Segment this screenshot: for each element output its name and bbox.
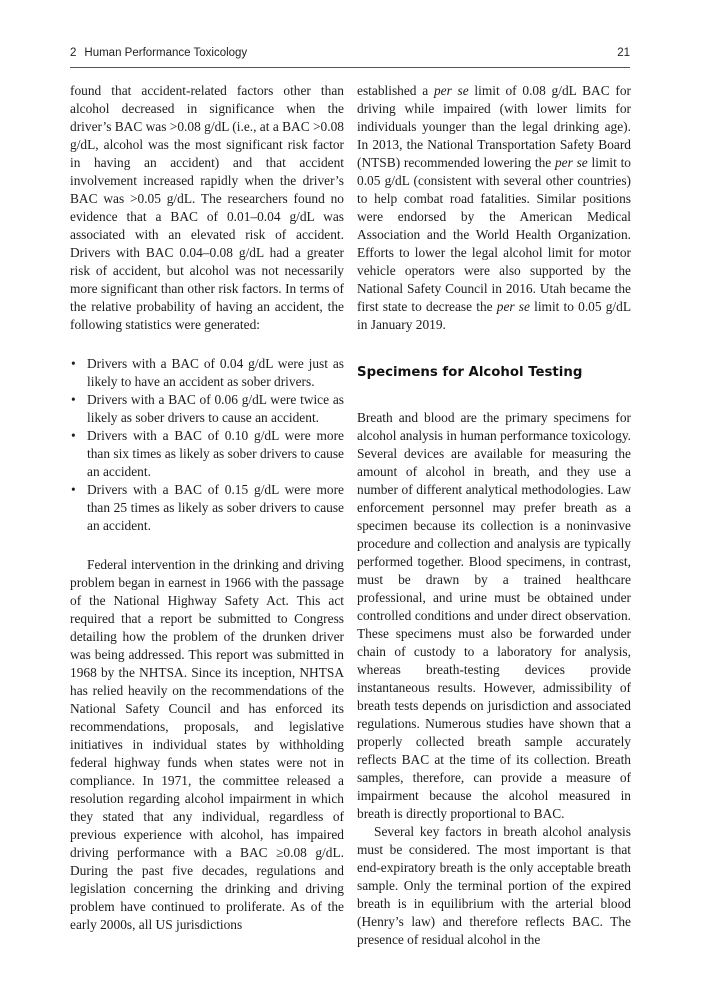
italic-term: per se [496,299,530,314]
chapter-number: 2 [70,47,77,59]
chapter-heading [70,47,247,59]
list-item-text: Drivers with a BAC of 0.15 g/dL were more than 25 times as likely as sober drivers to cause an accident. [87,482,344,533]
list-item [70,481,344,535]
text-run: established a [357,83,434,98]
statistics-list [70,355,344,535]
bullet-marker: • [71,482,76,497]
paragraph-federal-intervention: Federal intervention in the drinking and driving problem began in earnest in 1966 with the passage of the National Highway Safety Act. This act required that a report be submitted to Congress detailing how the problem of the drunken driver was being addressed. This report was submitted in 1968 by the NHTSA. Since its inception, NHTSA has relied heavily on the recommendations of the National Safety Council and has enforced its recommendations, proposals, and legislative initiatives in individual states by withholding federal highway funds when states were not in compliance. In 1971, the committee released a resolution regarding alcohol impairment in which they stated that any individual, regardless of previous experience with alcohol, has impaired driving performance with a BAC ≥0.08 g/dL. During the past five decades, regulations and legislation concerning the drinking and driving problem have continued to proliferate. As of the early 2000s, all US jurisdictions [70,557,344,932]
chapter-title: Human Performance Toxicology [84,47,248,59]
list-item [70,427,344,481]
list-item-text: Drivers with a BAC of 0.06 g/dL were twice as likely as sober drivers to cause an accident. [87,392,344,425]
right-column [357,82,631,949]
list-item [70,391,344,427]
bullet-marker: • [71,428,76,443]
italic-term: per se [554,155,588,170]
text-run: limit of 0.08 g/dL BAC for driving while impaired (with lower limits for individuals younger than the legal drinking age). In 2013, the National Transportation Safety Board (NTSB) recommended lowering the [357,83,631,170]
text-run: limit to 0.05 g/dL (consistent with several other countries) to help combat road fatalities. Similar positions were endorsed by the American Medical Association and the World Health Organization. Efforts to lower the legal alcohol limit for motor vehicle operators were also supported by the National Safety Council in 2016. Utah became the first state to decrease the [357,155,631,314]
text-run: limit to 0.05 g/dL in January 2019. [357,299,632,332]
bullet-marker: • [71,356,76,371]
section-heading: Specimens for Alcohol Testing [357,365,583,380]
paragraph-per-se-limits [357,82,631,334]
header-rule [70,67,630,68]
paragraph-continuation: found that accident-related factors other than alcohol decreased in significance when the driver’s BAC was >0.08 g/dL (i.e., at a BAC >0.08 g/dL, alcohol was the most significant risk factor in having an accident) and that accident involvement increased rapidly when the driver’s BAC was >0.05 g/dL. The researchers found no evidence that a BAC of 0.01–0.04 g/dL was associated with an elevated risk of accident. Drivers with BAC 0.04–0.08 g/dL had a greater risk of accident, but alcohol was not necessarily more significant than other risk factors. In terms of the relative probability of having an accident, the following statistics were generated: [70,83,344,332]
list-item-text: Drivers with a BAC of 0.10 g/dL were more than six times as likely as sober drivers to cause an accident. [87,428,344,479]
left-column [70,82,344,934]
paragraph-specimens: Breath and blood are the primary specimens for alcohol analysis in human performance toxicology. Several devices are available for measuring the amount of alcohol in breath, and they use a number of different analytical methodologies. Law enforcement personnel may prefer breath as a specimen because its collection is a noninvasive procedure and collection and analysis are typically performed together. Blood specimens, in contrast, must be drawn by a trained healthcare professional, and urine must be obtained under controlled conditions and under direct observation. These specimens must also be forwarded under chain of custody to a laboratory for analysis, whereas breath-testing devices provide instantaneous results. However, admissibility of breath tests depends on jurisdiction and associated regulations. Numerous studies have shown that a properly collected breath sample accurately reflects BAC at the time of its collection. Breath samples, therefore, can provide a measure of impairment because the alcohol measured in breath is directly proportional to BAC. [357,410,631,821]
list-item [70,355,344,391]
page-number: 21 [617,47,630,59]
italic-term: per se [433,83,469,98]
running-header [70,47,630,67]
paragraph-breath-factors: Several key factors in breath alcohol analysis must be considered. The most important is that end-expiratory breath is the only acceptable breath sample. Only the terminal portion of the expired breath is in equilibrium with the arterial blood (Henry’s law) and therefore reflects BAC. The presence of residual alcohol in the [357,824,631,947]
bullet-marker: • [71,392,76,407]
list-item-text: Drivers with a BAC of 0.04 g/dL were just as likely to have an accident as sober drivers. [87,356,344,389]
